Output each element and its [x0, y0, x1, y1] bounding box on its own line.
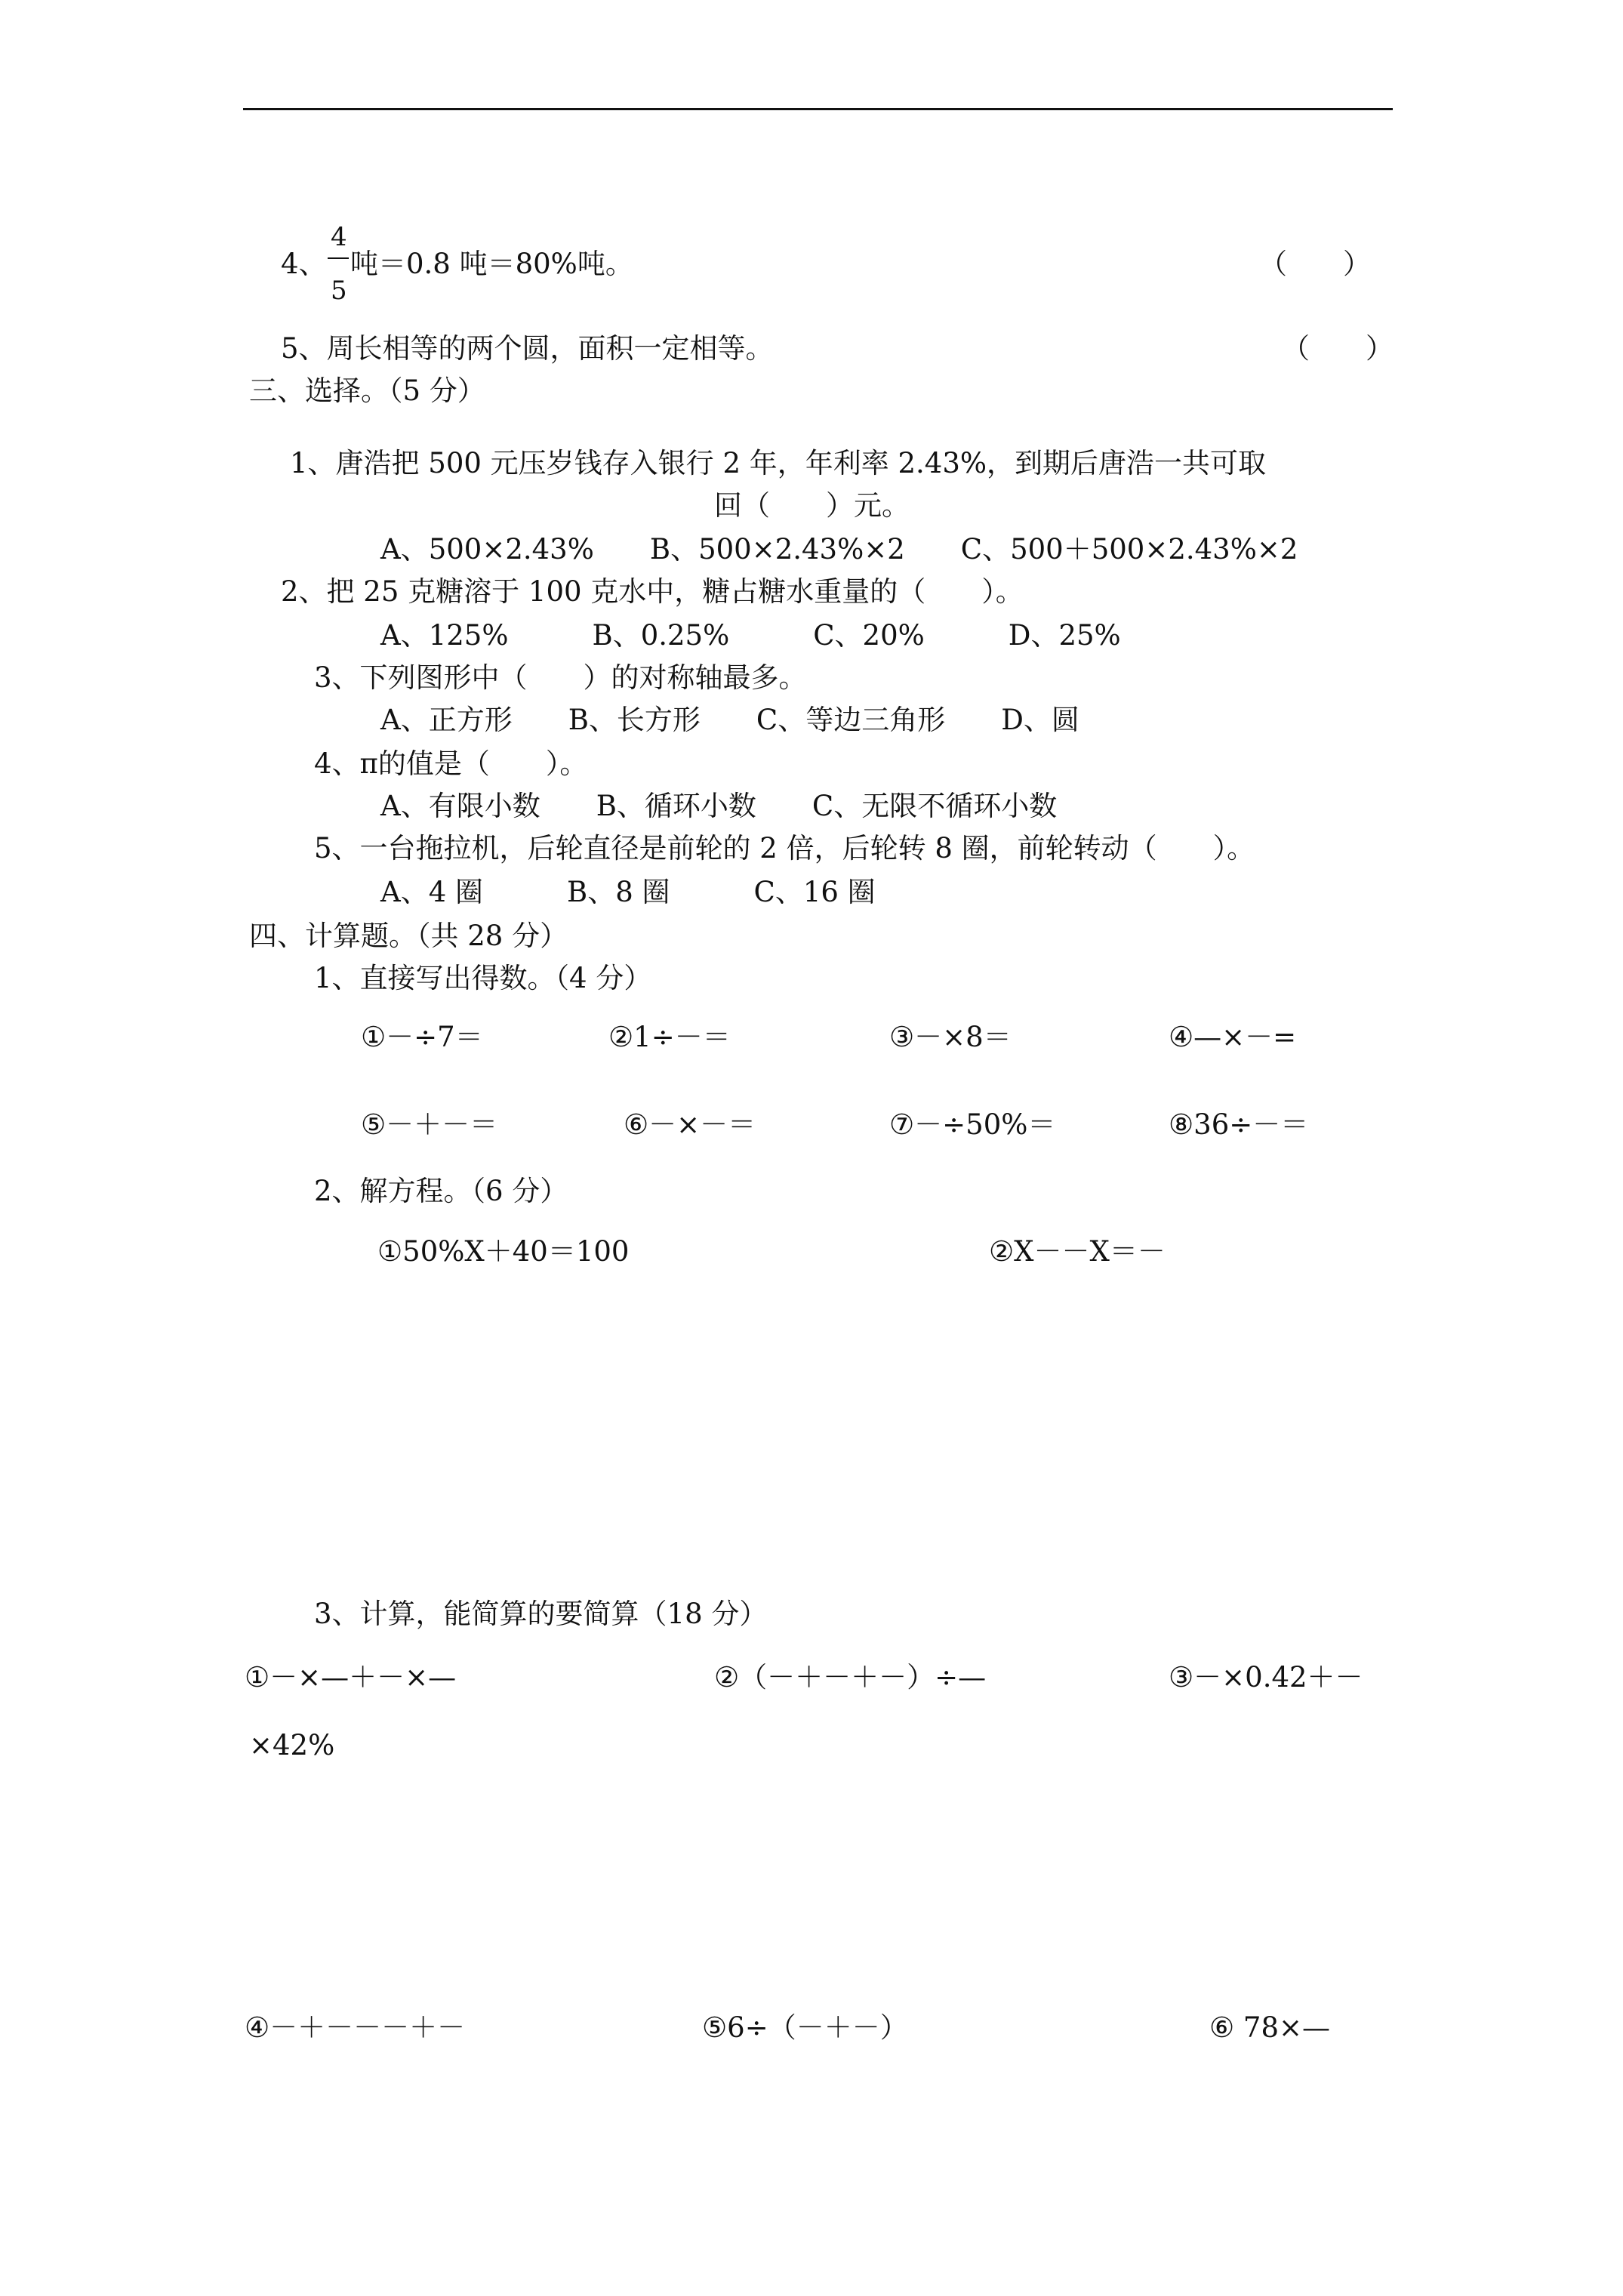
judge-q4-label: 4、	[281, 248, 327, 280]
header-rule	[243, 108, 1393, 110]
calc-item-1: ①－×—＋－×—	[245, 1661, 457, 1693]
choice-q5-options: A、4 圈 B、8 圈 C、16 圈	[380, 876, 876, 908]
choice-q1-text-cont: 回（ ）元。	[714, 489, 910, 522]
choice-q3-options: A、正方形 B、长方形 C、等边三角形 D、圆	[380, 704, 1079, 736]
fraction-bar	[328, 257, 349, 259]
judge-q4-frac-den: 5	[331, 276, 347, 306]
choice-q3-text: 3、下列图形中（ ）的对称轴最多。	[314, 661, 807, 694]
mental-item-4: ④—×－=	[1169, 1021, 1297, 1053]
judge-q5-answer-blank: （ ）	[1282, 332, 1394, 365]
calc-item-5: ⑤6÷（－＋－）	[702, 2011, 908, 2044]
choice-q5-text: 5、一台拖拉机，后轮直径是前轮的 2 倍，后轮转 8 圈，前轮转动（ ）。	[314, 832, 1255, 864]
mental-item-8: ⑧36÷－＝	[1169, 1108, 1309, 1141]
choice-q1-text: 1、唐浩把 500 元压岁钱存入银行 2 年，年利率 2.43%，到期后唐浩一共可取	[290, 447, 1267, 479]
calc-item-2: ②（－＋－＋－）÷—	[714, 1661, 987, 1693]
judge-q4-text: 吨＝0.8 吨＝80%吨。	[350, 248, 633, 280]
calc-item-6: ⑥ 78×—	[1209, 2011, 1331, 2044]
choice-q2-options: A、125% B、0.25% C、20% D、25%	[380, 619, 1121, 652]
mental-item-3: ③－×8＝	[889, 1021, 1012, 1053]
judge-q5-text: 5、周长相等的两个圆，面积一定相等。	[281, 332, 774, 365]
judge-q4-frac-num: 4	[331, 222, 347, 252]
mental-item-2: ②1÷－＝	[608, 1021, 731, 1053]
judge-q4-answer-blank: （ ）	[1259, 248, 1371, 280]
choice-q1-options: A、500×2.43% B、500×2.43%×2 C、500＋500×2.43%×2	[380, 533, 1298, 566]
equation-2: ②X－－X＝－	[989, 1235, 1166, 1268]
part1-title: 1、直接写出得数。（4 分）	[314, 962, 652, 994]
mental-item-1: ①－÷7＝	[361, 1021, 483, 1053]
mental-item-5: ⑤－＋－＝	[361, 1108, 498, 1141]
section-3-title: 三、选择。（5 分）	[249, 374, 485, 407]
mental-item-6: ⑥－×－＝	[624, 1108, 756, 1141]
equation-1: ①50%X＋40＝100	[377, 1235, 630, 1268]
choice-q4-text: 4、π的值是（ ）。	[314, 747, 588, 780]
mental-item-7: ⑦－÷50%＝	[889, 1108, 1056, 1141]
calc-item-3-cont: ×42%	[249, 1729, 335, 1761]
section-4-title: 四、计算题。（共 28 分）	[249, 920, 568, 952]
calc-item-3: ③－×0.42＋－	[1169, 1661, 1363, 1693]
part2-title: 2、解方程。（6 分）	[314, 1175, 568, 1207]
part3-title: 3、计算，能简算的要简算（18 分）	[314, 1598, 768, 1630]
choice-q2-text: 2、把 25 克糖溶于 100 克水中，糖占糖水重量的（ ）。	[281, 575, 1024, 608]
choice-q4-options: A、有限小数 B、循环小数 C、无限不循环小数	[380, 790, 1058, 822]
calc-item-4: ④－＋－－－＋－	[245, 2011, 466, 2044]
